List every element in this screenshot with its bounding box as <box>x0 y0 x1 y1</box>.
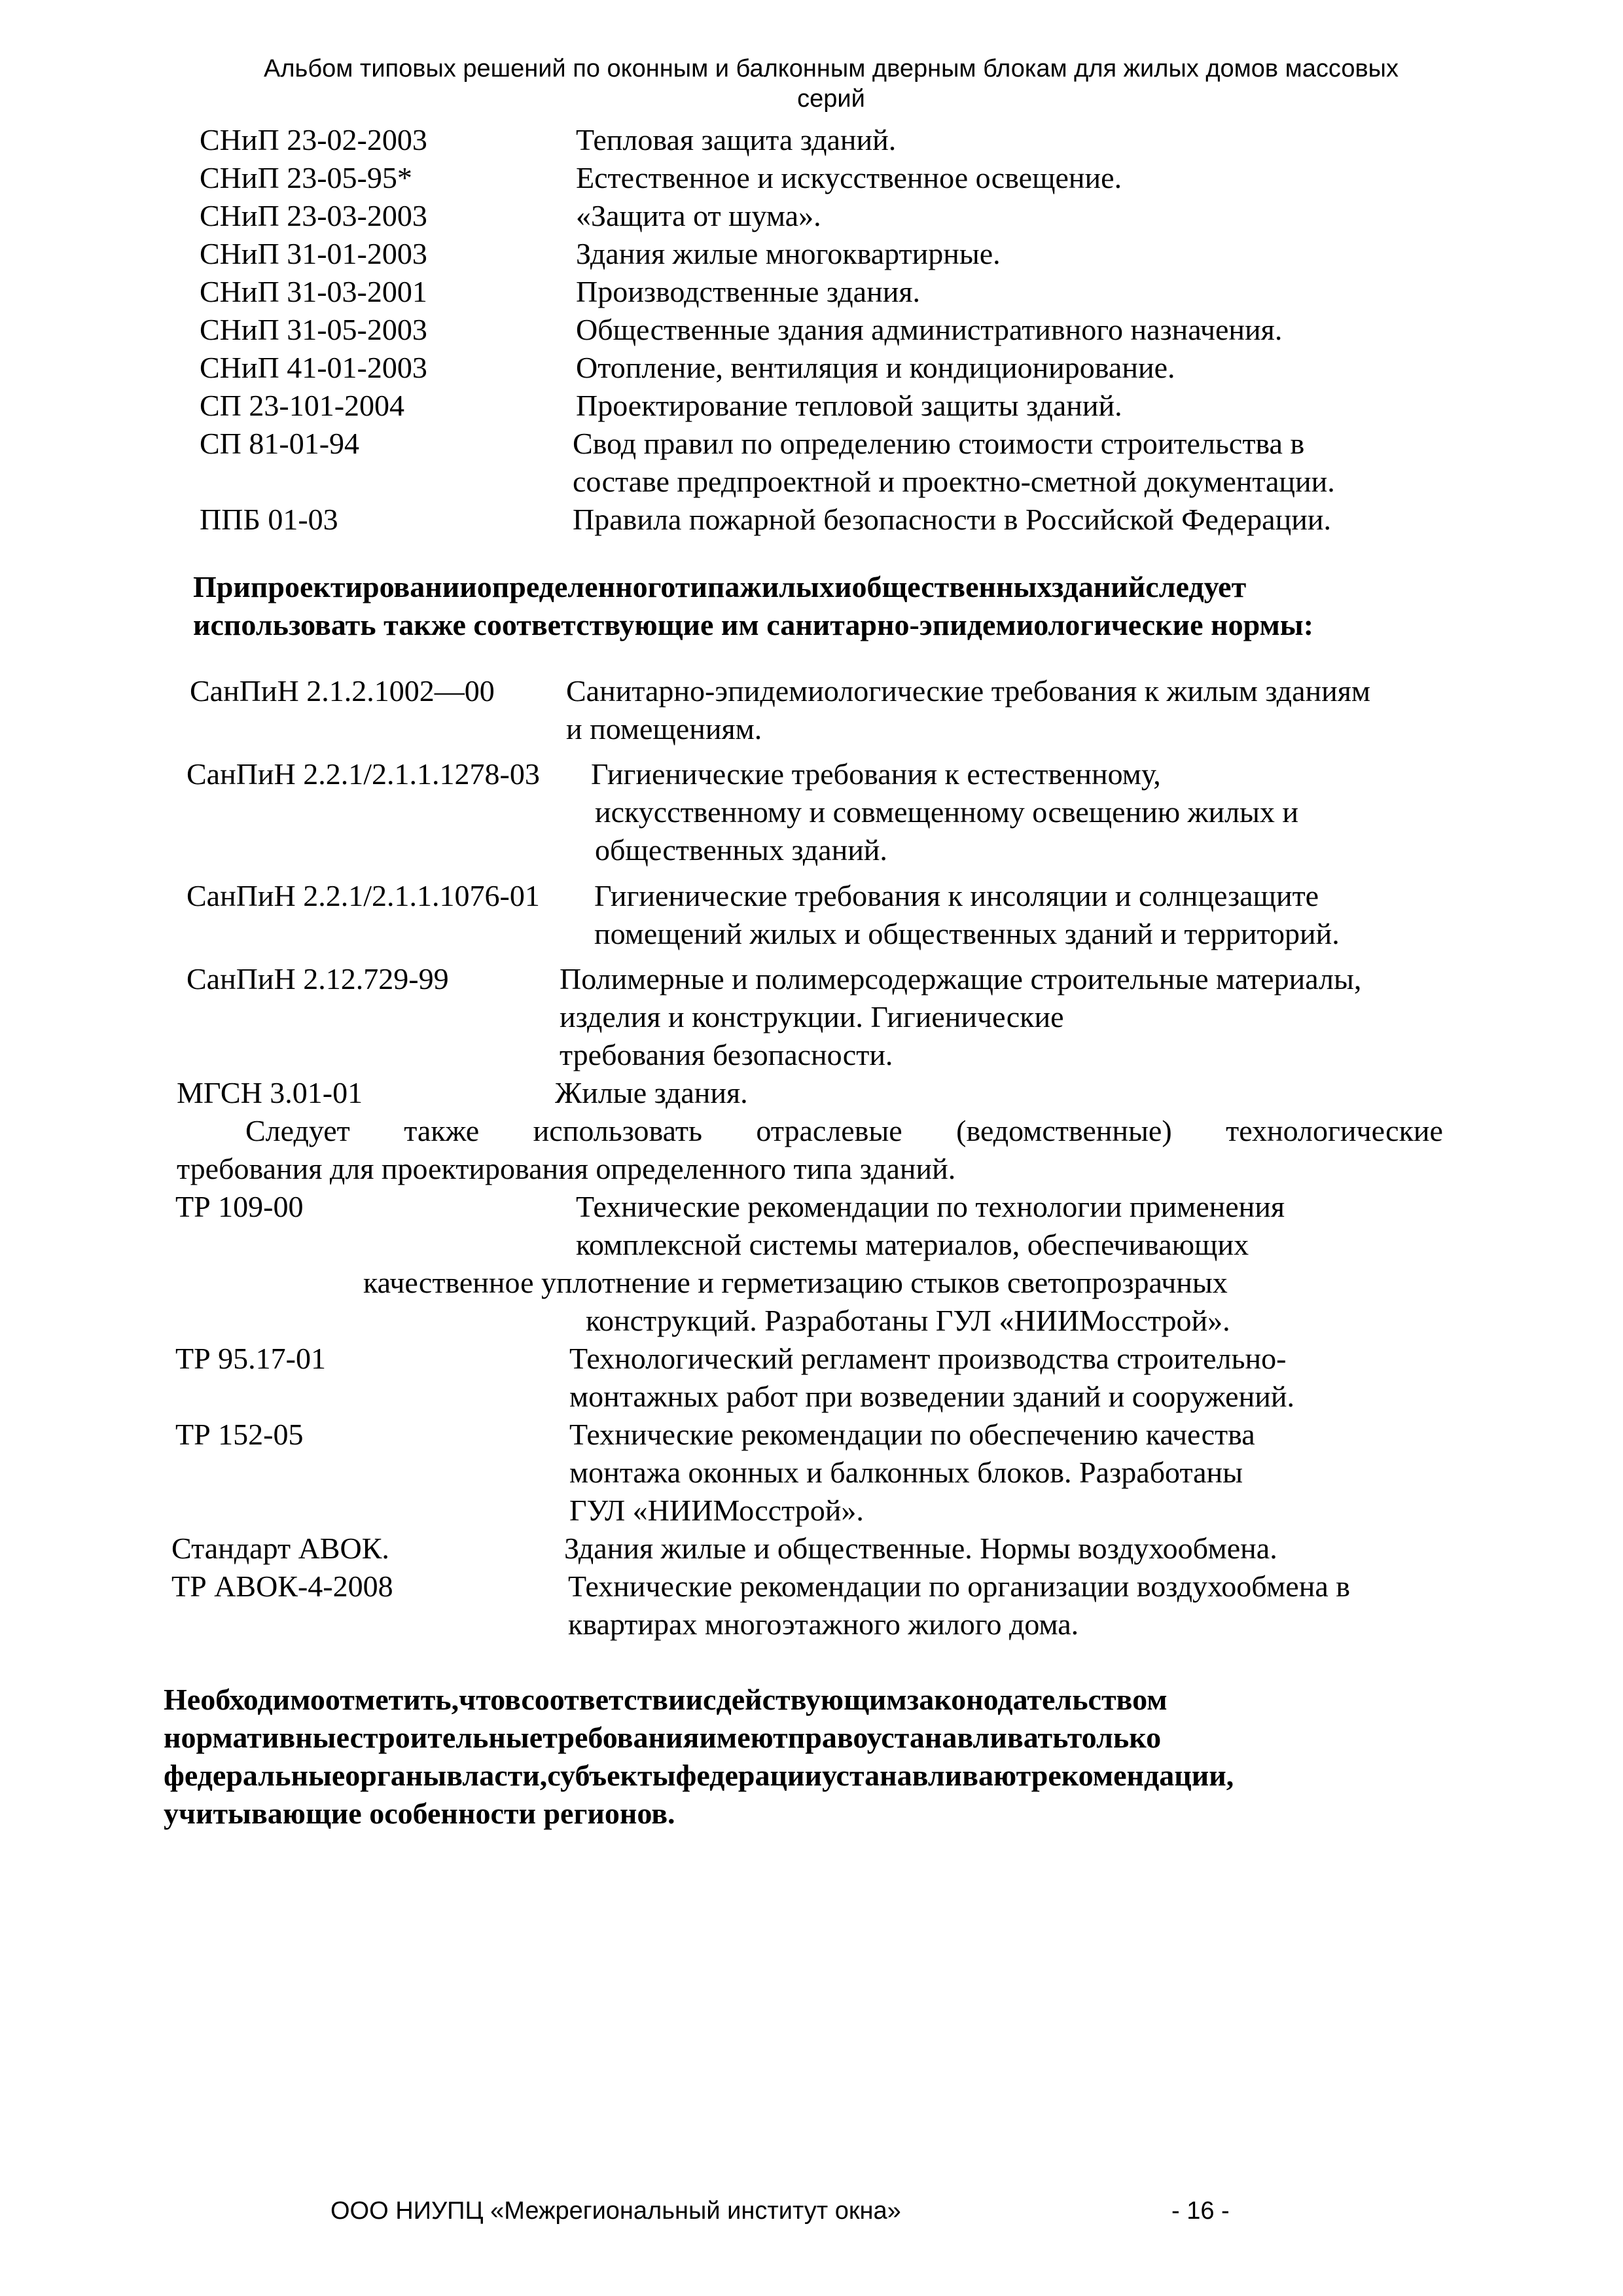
norm-code: ТР 152-05 <box>175 1418 304 1451</box>
norm-code: СНиП 23-02-2003 <box>200 123 427 156</box>
norm-code: МГСН 3.01-01 <box>177 1076 363 1109</box>
norm-code: СанПиН 2.2.1/2.1.1.1076-01 <box>187 879 540 912</box>
paragraph-line: Припроектированииопределенноготипажилыхиобщественныхзданийследует <box>193 570 1247 603</box>
bold-paragraph-sanitary <box>193 568 1459 644</box>
page-header <box>190 54 1472 114</box>
norm-code: СНиП 31-01-2003 <box>200 237 427 270</box>
norm-description: Технические рекомендации по технологии применения комплексной системы материалов, обеспечивающих <box>576 1190 1285 1261</box>
norm-code: СНиП 31-05-2003 <box>200 313 427 346</box>
paragraph-line: федеральныеорганывласти,субъектыфедерацииустанавливаютрекомендации, <box>164 1759 1234 1792</box>
industry-paragraph <box>177 1112 1443 1188</box>
norm-description: Здания жилые многоквартирные. <box>576 237 1001 270</box>
footer-organization: ООО НИУПЦ «Межрегиональный институт окна» <box>330 2197 901 2225</box>
norm-code: СНиП 31-03-2001 <box>200 275 427 308</box>
norm-code: ТР 95.17-01 <box>175 1342 326 1375</box>
norm-description: Правила пожарной безопасности в Российской Федерации. <box>573 503 1331 536</box>
paragraph-line: учитывающие особенности регионов. <box>164 1797 675 1830</box>
page-number: - 16 - <box>1171 2197 1230 2225</box>
norm-code: СНиП 23-03-2003 <box>200 199 427 232</box>
norm-description: Естественное и искусственное освещение. <box>576 161 1122 194</box>
norm-description: Гигиенические требования к естественному, искусственному и совмещенному освещению жилых и общественных зданий. <box>591 757 1299 867</box>
norm-description: Свод правил по определению стоимости строительства в составе предпроектной и проектно-сметной документации. <box>573 427 1335 498</box>
norm-description: Технические рекомендации по обеспечению качества монтажа оконных и балконных блоков. Разработаны ГУЛ «НИИМосстрой». <box>569 1418 1255 1527</box>
norm-code: ТР 109-00 <box>175 1190 304 1223</box>
norm-code: СанПиН 2.1.2.1002—00 <box>190 674 495 708</box>
norm-description: Здания жилые и общественные. Нормы воздухообмена. <box>564 1532 1277 1565</box>
norm-code: СанПиН 2.2.1/2.1.1.1278-03 <box>187 757 540 791</box>
norm-description: «Защита от шума». <box>576 199 821 232</box>
bold-paragraph-legislation <box>164 1681 1433 1833</box>
norm-description: Полимерные и полимерсодержащие строительные материалы, изделия и конструкции. Гигиенические требования безопасности. <box>560 962 1362 1071</box>
norm-code: ТР АВОК-4-2008 <box>171 1570 393 1603</box>
paragraph-line: требования для проектирования определенного типа зданий. <box>177 1152 956 1185</box>
norm-code: СНиП 23-05-95* <box>200 161 412 194</box>
norm-description: Гигиенические требования к инсоляции и солнцезащите помещений жилых и общественных зданий и территорий. <box>594 879 1340 950</box>
norm-description: Проектирование тепловой защиты зданий. <box>576 389 1122 422</box>
norm-description-continuation: качественное уплотнение и герметизацию стыков светопрозрачных конструкций. Разработаны ГУЛ «НИИМосстрой». <box>363 1266 1230 1337</box>
norm-description: Технические рекомендации по организации воздухообмена в квартирах многоэтажного жилого дома. <box>568 1570 1350 1641</box>
norm-description: Санитарно-эпидемиологические требования к жилым зданиям и помещениям. <box>566 674 1370 745</box>
norm-description: Технологический регламент производства строительно- монтажных работ при возведении зданий и сооружений. <box>569 1342 1294 1413</box>
norm-code: Стандарт АВОК. <box>171 1532 389 1565</box>
paragraph-line: нормативныестроительныетребованияимеютправоустанавливатьтолько <box>164 1721 1162 1754</box>
paragraph-line: Необходимоотметить,чтовсоответствиисдействующимзаконодательством <box>164 1683 1168 1716</box>
norm-code: СНиП 41-01-2003 <box>200 351 427 384</box>
norm-description: Общественные здания административного назначения. <box>576 313 1283 346</box>
norm-code: ППБ 01-03 <box>200 503 338 536</box>
norm-code: СП 81-01-94 <box>200 427 360 460</box>
norm-description: Тепловая защита зданий. <box>576 123 897 156</box>
norm-description: Отопление, вентиляция и кондиционирование. <box>576 351 1175 384</box>
paragraph-line: использовать также соответствующие им санитарно-эпидемиологические нормы: <box>193 608 1314 641</box>
norm-description: Производственные здания. <box>576 275 920 308</box>
norm-code: СП 23-101-2004 <box>200 389 405 422</box>
header-line-2: серий <box>797 85 865 113</box>
header-line-1: Альбом типовых решений по оконным и балконным дверным блокам для жилых домов массовых <box>264 55 1399 82</box>
paragraph-line: Следует также использовать отраслевые (ведомственные) технологические <box>245 1114 1443 1147</box>
norm-description: Жилые здания. <box>555 1076 748 1109</box>
norm-code: СанПиН 2.12.729-99 <box>187 962 449 996</box>
